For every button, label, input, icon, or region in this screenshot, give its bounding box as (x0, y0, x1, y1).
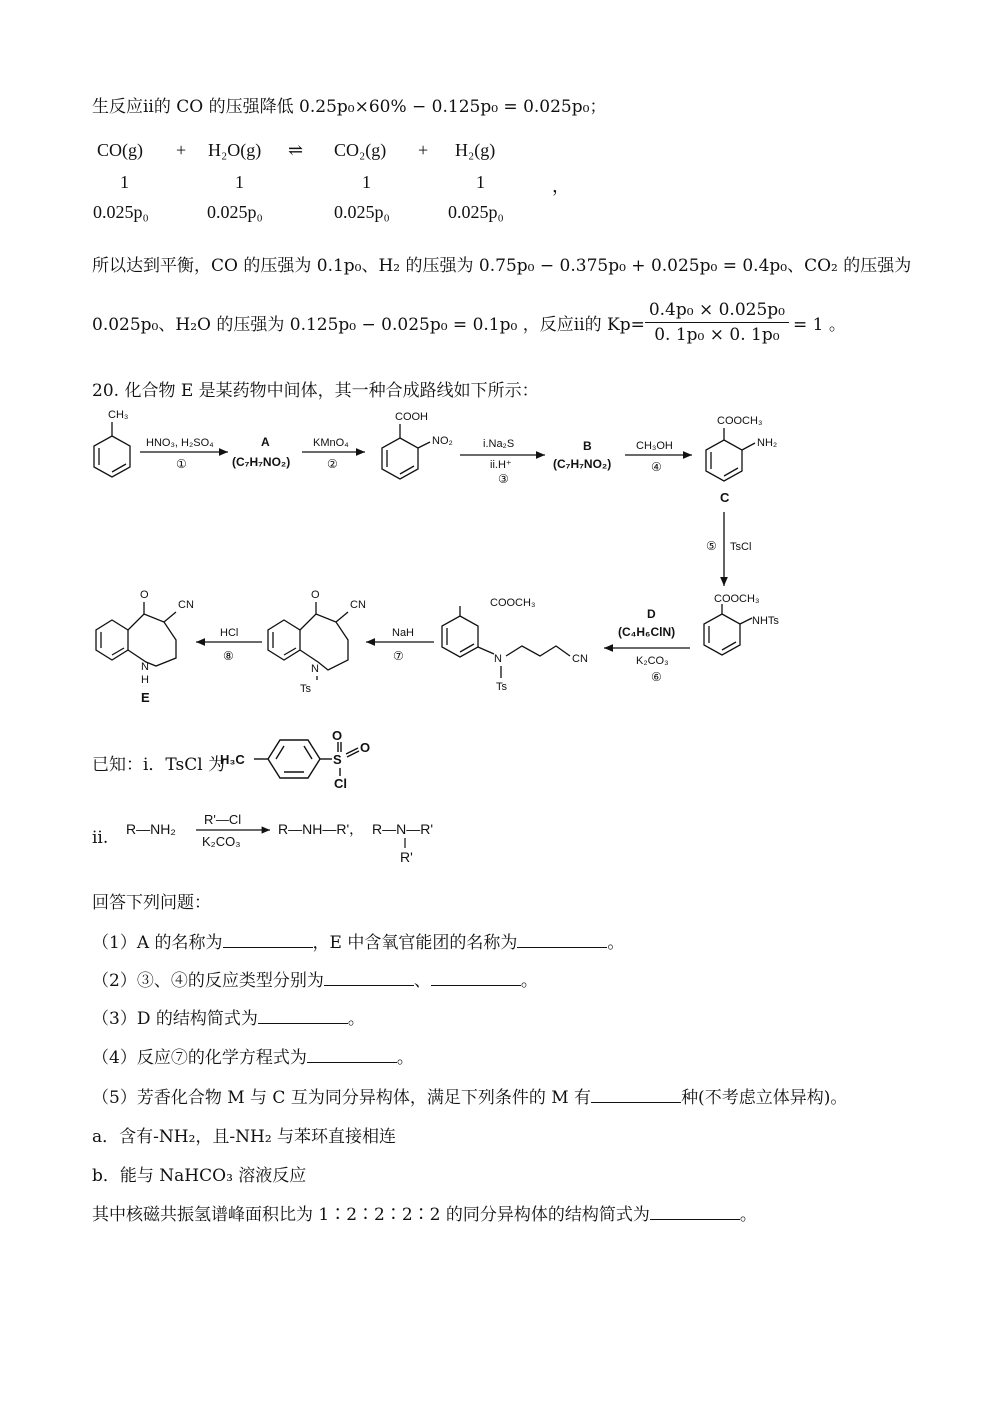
coeff: 1 (235, 172, 244, 192)
question-2-text: （2）③、④的反应类型分别为 (92, 971, 324, 991)
cooh-label: COOH (395, 411, 428, 423)
step1-reagent: HNO₃, H₂SO₄ (146, 437, 214, 449)
nh2-label: NH₂ (757, 437, 778, 449)
question-1 (92, 928, 624, 953)
cn-label: CN (350, 599, 366, 611)
alkyl-halide-reagent: R'—Cl (204, 812, 242, 827)
synthesis-scheme (0, 400, 1000, 710)
tscl-structure (220, 728, 390, 792)
kp-denominator: 0. 1p₀ × 0. 1p₀ (654, 325, 780, 345)
solution-line-pressure-drop: 生反应ii的 CO 的压强降低 0.25p₀×60% − 0.125p₀ = 0.025p₀； (92, 97, 607, 117)
question-4 (92, 1043, 414, 1068)
question-4-end: 。 (396, 1048, 414, 1068)
ts-label: Ts (300, 683, 311, 695)
oxygen-label: O (140, 589, 149, 601)
step6-reagent: K₂CO₃ (636, 655, 669, 667)
question-20-intro: 20. 化合物 E 是某药物中间体，其一种合成路线如下所示： (92, 381, 539, 401)
step5-number: ⑤ (706, 539, 717, 553)
plus-sign: + (418, 140, 429, 160)
step7-number: ⑦ (393, 649, 404, 663)
n-label: N (311, 663, 319, 675)
cooch3-label: COOCH₃ (490, 597, 536, 609)
compound-c-structure (706, 415, 777, 481)
h-label: H (141, 674, 149, 686)
oxygen-label: O (332, 728, 343, 743)
no2-label: NO₂ (432, 435, 453, 447)
tosylamide-structure (704, 593, 779, 655)
species-co2: CO₂(g) (334, 140, 387, 160)
step8-reagent: HCl (220, 627, 239, 639)
kp-suffix: = 1 。 (792, 315, 846, 335)
ts-label: Ts (496, 681, 507, 693)
step4-number: ④ (651, 460, 662, 474)
question-1-mid: ，E 中含氧官能团的名称为 (312, 933, 518, 953)
step3-reagent-1: i.Na₂S (483, 438, 515, 450)
step4-reagent: CH₃OH (636, 440, 673, 452)
sulfur-label: S (333, 752, 342, 767)
answer-blank[interactable] (324, 971, 414, 986)
amount: 0.025p₀ (207, 202, 263, 222)
chlorine-label: Cl (334, 776, 347, 791)
kp-numerator: 0.4p₀ × 0.025p₀ (645, 300, 789, 323)
compound-d-label: D (647, 607, 656, 621)
tertiary-amine-substituent: R' (400, 849, 413, 865)
n-label: N (141, 661, 149, 673)
species-h2: H₂(g) (455, 140, 496, 160)
final-question-end: 。 (739, 1205, 757, 1225)
answer-blank[interactable] (307, 1048, 397, 1063)
question-5 (92, 1083, 847, 1108)
step3-reagent-2: ii.H⁺ (490, 459, 512, 471)
step2-reagent: KMnO₄ (313, 437, 349, 449)
known-ii-reaction (120, 806, 480, 866)
question-2-end: 。 (520, 971, 538, 991)
step6-number: ⑥ (651, 670, 662, 684)
cn-label: CN (572, 653, 588, 665)
compound-e-structure (96, 589, 194, 686)
compound-d-formula: (C₄H₆ClN) (618, 625, 676, 639)
step2-number: ② (327, 457, 338, 471)
condition-a: a．含有-NH₂，且-NH₂ 与苯环直接相连 (92, 1127, 397, 1147)
comma: ， (552, 176, 570, 196)
nitrobenzoic-acid-structure (382, 411, 453, 479)
amine-reactant: R—NH₂ (126, 821, 176, 837)
nhts-label: NHTs (752, 615, 779, 627)
answer-blank[interactable] (591, 1088, 681, 1103)
tertiary-amine-product: R—N—R' (372, 821, 434, 837)
step3-number: ③ (498, 472, 509, 486)
compound-a-label: A (261, 435, 270, 449)
compound-e-label: E (141, 690, 150, 705)
ch3-label: CH₃ (108, 409, 129, 421)
oxygen-label: O (360, 740, 371, 755)
kp-prefix: 0.025p₀、H₂O 的压强为 0.125p₀ − 0.025p₀ = 0.1p₀ ，反应ii的 Kp= (92, 315, 645, 335)
h3c-label: H₃C (220, 752, 245, 767)
coeff: 1 (362, 172, 371, 192)
answer-blank[interactable] (223, 933, 313, 948)
step7-reagent: NaH (392, 627, 415, 639)
secondary-amine-product: R—NH—R'， (278, 821, 364, 837)
question-2 (92, 966, 538, 991)
question-5-end: 种(不考虑立体异构)。 (681, 1088, 848, 1108)
answer-blank[interactable] (650, 1205, 740, 1220)
final-question-text: 其中核磁共振氢谱峰面积比为 1∶2∶2∶2∶2 的同分异构体的结构简式为 (92, 1205, 650, 1225)
equilibrium-arrow: ⇌ (288, 140, 304, 160)
solution-line-equilibrium: 所以达到平衡，CO 的压强为 0.1p₀、H₂ 的压强为 0.75p₀ − 0.375p₀ + 0.025p₀ = 0.4p₀、CO₂ 的压强为 (92, 256, 912, 276)
answer-blank[interactable] (517, 933, 607, 948)
base-reagent: K₂CO₃ (202, 834, 241, 849)
toluene-structure (94, 409, 130, 477)
species-co: CO(g) (97, 140, 143, 160)
question-3-end: 。 (347, 1009, 365, 1029)
amount: 0.025p₀ (93, 202, 149, 222)
cyclized-ts-compound-structure (268, 589, 366, 695)
cooch3-label: COOCH₃ (714, 593, 760, 605)
species-h2o: H₂O(g) (208, 140, 262, 160)
step1-number: ① (176, 457, 187, 471)
step5-reagent: TsCl (730, 541, 752, 553)
compound-a-formula: (C₇H₇NO₂) (232, 455, 291, 469)
question-1-text: （1）A 的名称为 (92, 933, 223, 953)
step8-number: ⑧ (223, 649, 234, 663)
answer-blank[interactable] (258, 1009, 348, 1024)
question-1-end: 。 (607, 933, 625, 953)
compound-b-label: B (583, 439, 592, 453)
kp-fraction (645, 300, 789, 345)
amount: 0.025p₀ (334, 202, 390, 222)
question-3 (92, 1004, 365, 1029)
compound-c-label: C (720, 490, 730, 505)
plus-sign: + (176, 140, 187, 160)
final-question (92, 1200, 757, 1225)
condition-b: b．能与 NaHCO₃ 溶液反应 (92, 1166, 307, 1186)
n-alkylated-intermediate-structure (442, 597, 588, 693)
cooch3-label: COOCH₃ (717, 415, 763, 427)
question-5-text: （5）芳香化合物 M 与 C 互为同分异构体，满足下列条件的 M 有 (92, 1088, 592, 1108)
coeff: 1 (476, 172, 485, 192)
known-ii-label: ii. (92, 828, 109, 848)
n-label: N (494, 653, 502, 665)
question-4-text: （4）反应⑦的化学方程式为 (92, 1048, 307, 1068)
coeff: 1 (120, 172, 129, 192)
question-2-mid: 、 (413, 971, 431, 991)
solution-line-kp (92, 300, 846, 345)
known-i-text: 已知：i．TsCl 为 (92, 755, 226, 775)
amount: 0.025p₀ (448, 202, 504, 222)
compound-b-formula: (C₇H₇NO₂) (553, 457, 612, 471)
oxygen-label: O (311, 589, 320, 601)
question-3-text: （3）D 的结构简式为 (92, 1009, 258, 1029)
cn-label: CN (178, 599, 194, 611)
answer-intro: 回答下列问题： (92, 893, 211, 913)
answer-blank[interactable] (431, 971, 521, 986)
